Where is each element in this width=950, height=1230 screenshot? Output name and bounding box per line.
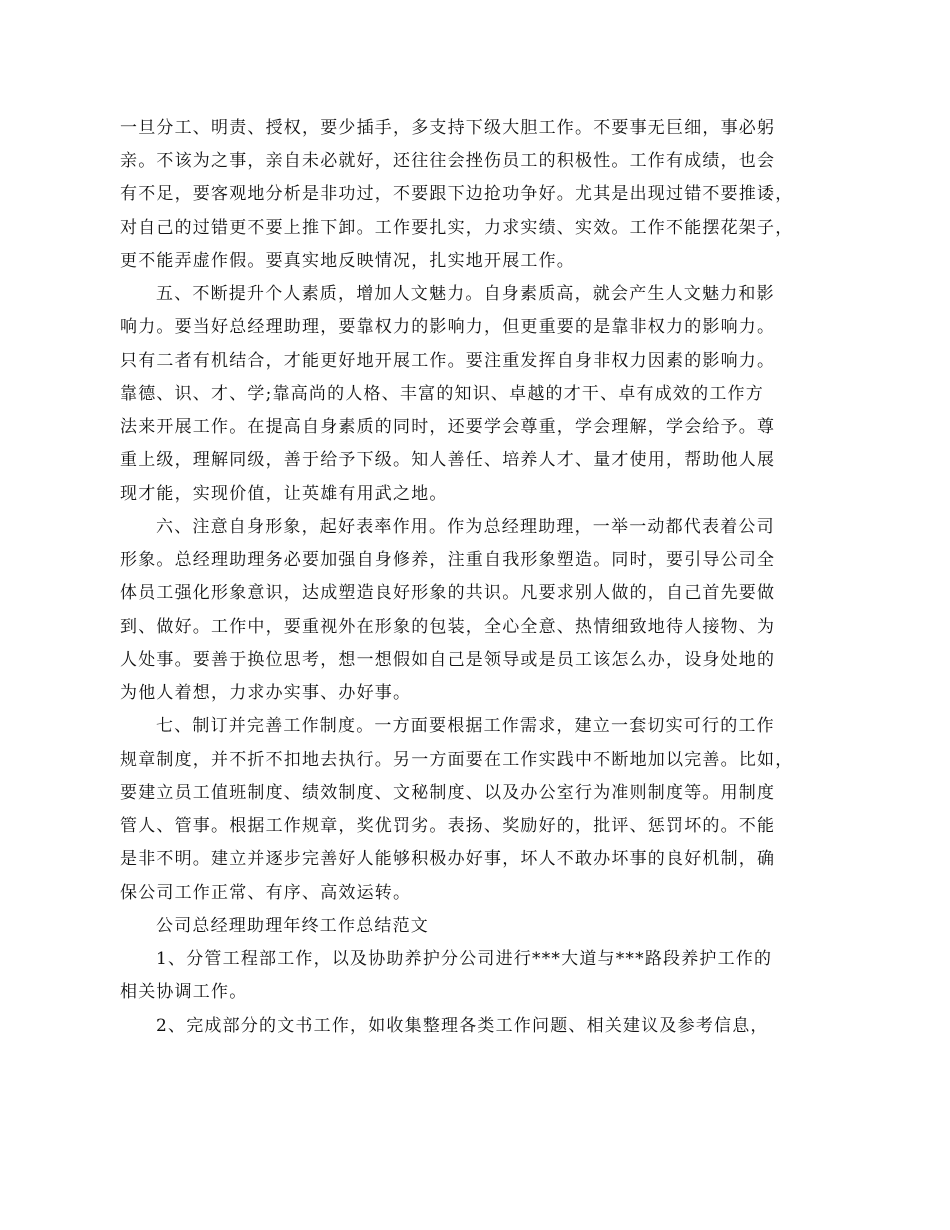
text-line: 到、做好。工作中，要重视外在形象的包装，全心全意、热情细致地待人接物、为 [120, 617, 776, 637]
text-line: 一旦分工、明责、授权，要少插手，多支持下级大胆工作。不要事无巨细，事必躬 [120, 118, 776, 138]
text-line: 重上级，理解同级，善于给予下级。知人善任、培养人才、量才使用，帮助他人展 [120, 450, 776, 470]
section-title: 公司总经理助理年终工作总结范文 [156, 916, 429, 936]
text-line: 响力。要当好总经理助理，要靠权力的影响力，但更重要的是靠非权力的影响力。 [120, 317, 776, 337]
text-line: 体员工强化形象意识，达成塑造良好形象的共识。凡要求别人做的，自己首先要做 [120, 583, 776, 603]
text-line: 有不足，要客观地分析是非功过，不要跟下边抢功争好。尤其是出现过错不要推诿， [120, 184, 794, 204]
text-line: 保公司工作正常、有序、高效运转。 [120, 883, 412, 903]
paragraph-heading-6: 六、注意自身形象，起好表率作用。作为总经理助理，一举一动都代表着公司 [156, 517, 775, 537]
text-line: 是非不明。建立并逐步完善好人能够积极办好事，坏人不敢办坏事的良好机制，确 [120, 849, 776, 869]
text-line: 只有二者有机结合，才能更好地开展工作。要注重发挥自身非权力因素的影响力。 [120, 351, 776, 371]
text-line: 规章制度，并不折不扣地去执行。另一方面要在工作实践中不断地加以完善。比如， [120, 750, 794, 770]
paragraph-heading-7: 七、制订并完善工作制度。一方面要根据工作需求，建立一套切实可行的工作 [156, 716, 775, 736]
text-line: 形象。总经理助理务必要加强自身修养，注重自我形象塑造。同时，要引导公司全 [120, 550, 776, 570]
text-line: 法来开展工作。在提高自身素质的同时，还要学会尊重，学会理解，学会给予。尊 [120, 417, 776, 437]
text-line: 对自己的过错更不要上推下卸。工作要扎实，力求实绩、实效。工作不能摆花架子， [120, 218, 794, 238]
text-line: 现才能，实现价值，让英雄有用武之地。 [120, 484, 448, 504]
paragraph-heading-5: 五、不断提升个人素质，增加人文魅力。自身素质高，就会产生人文魅力和影 [156, 284, 775, 304]
text-line: 为他人着想，力求办实事、办好事。 [120, 683, 412, 703]
text-line: 管人、管事。根据工作规章，奖优罚劣。表扬、奖励好的，批评、惩罚坏的。不能 [120, 816, 776, 836]
text-line: 人处事。要善于换位思考，想一想假如自己是领导或是员工该怎么办，设身处地的 [120, 650, 776, 670]
text-line: 靠德、识、才、学;靠高尚的人格、丰富的知识、卓越的才干、卓有成效的工作方 [120, 384, 764, 404]
text-line: 亲。不该为之事，亲自未必就好，还往往会挫伤员工的积极性。工作有成绩，也会 [120, 151, 776, 171]
text-line: 更不能弄虚作假。要真实地反映情况，扎实地开展工作。 [120, 251, 575, 271]
list-item-2: 2、完成部分的文书工作，如收集整理各类工作问题、相关建议及参考信息， [156, 1016, 769, 1036]
text-line: 要建立员工值班制度、绩效制度、文秘制度、以及办公室行为准则制度等。用制度 [120, 783, 776, 803]
text-line: 相关协调工作。 [120, 982, 248, 1002]
list-item-1: 1、分管工程部工作，以及协助养护分公司进行***大道与***路段养护工作的 [156, 949, 773, 969]
